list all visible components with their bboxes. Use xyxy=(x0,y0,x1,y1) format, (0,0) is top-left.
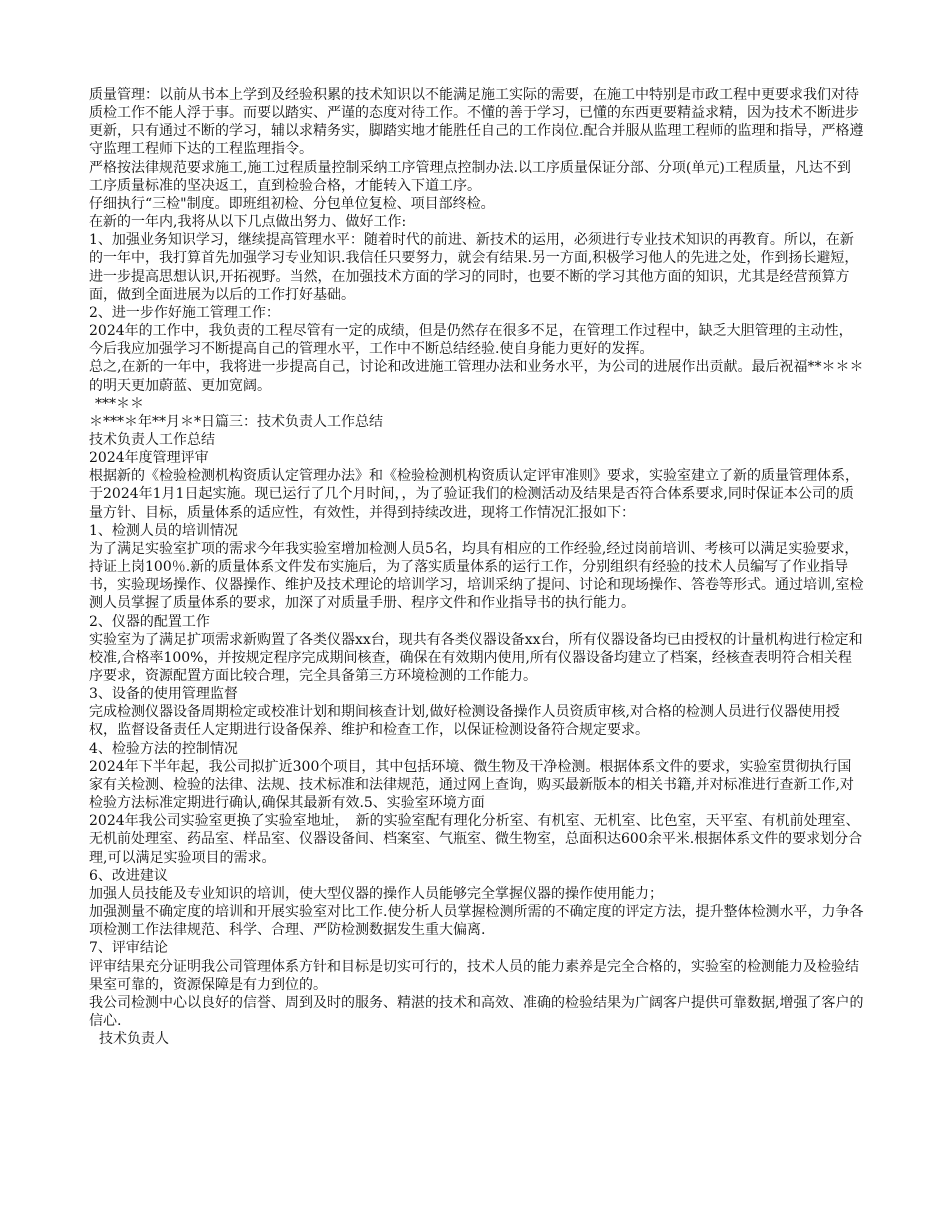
paragraph-reputation: 我公司检测中心以良好的信誉、周到及时的服务、精湛的技术和高效、准确的检验结果为广阔客户提供可靠数据,增强了客户的信心. xyxy=(89,994,864,1029)
paragraph-improvement-2: 加强测量不确定度的培训和开展实验室对比工作.使分析人员掌握检测所需的不确定度的评定方法，提升整体检测水平，力争各项检测工作法律规范、科学、合理、严防检测数据发生重大偏离. xyxy=(89,904,864,939)
paragraph-review-conclusion: 评审结果充分证明我公司管理体系方针和目标是切实可行的，技术人员的能力素养是完全合格的，实验室的检测能力及检验结果室可靠的，资源保障是有力到位的。 xyxy=(89,958,859,993)
paragraph-training: 为了满足实验室扩项的需求今年我实验室增加检测人员5名，均具有相应的工作经验,经过岗前培训、考核可以满足实验要求，持证上岗100％.新的质量体系文件发布实施后，为了落实质量体系的运行工作，分别组织有经验的技术人员编写了作业指导书，实验现场操作、仪器操作、维护及技术理论的培训学习，培训采纳了提问、讨论和现场操作、答卷等形式。通过培训,室检测人员掌握了质量体系的要求，加深了对质量手册、程序文件和作业指导书的执行能力。 xyxy=(89,540,864,612)
signature-placeholder: ***＊＊ xyxy=(95,395,144,412)
paragraph-conclusion: 总之,在新的一年中，我将进一步提高自己，讨论和改进施工管理办法和业务水平，为公司的进展作出贡献。最后祝福**＊＊＊的明天更加蔚蓝、更加宽阔。 xyxy=(89,359,864,394)
paragraph-improvement-1: 加强人员技能及专业知识的培训，使大型仪器的操作人员能够完全掌握仪器的操作使用能力； xyxy=(89,885,663,902)
paragraph-review-intro: 根据新的《检验检测机构资质认定管理办法》和《检验检测机构资质认定评审准则》要求，实验室建立了新的质量管理体系，于2024年1月1日起实施。现已运行了几个月时间，，为了验证我们的检测活动及结果是否符合体系要求,同时保证本公司的质量方针、目标，质量体系的适应性，有效性，并得到持续改进，现将工作情况汇报如下： xyxy=(89,468,859,521)
heading-review-conclusion: 7、评审结论 xyxy=(89,940,168,957)
heading-equipment-supervision: 3、设备的使用管理监督 xyxy=(89,686,238,703)
paragraph-three-checks: 仔细执行“三检"制度。即班组初检、分包单位复检、项目部终检。 xyxy=(89,195,495,212)
heading-instruments: 2、仪器的配置工作 xyxy=(89,613,210,630)
paragraph-new-year-intro: 在新的一年内,我将从以下几点做出努力、做好工作: xyxy=(89,214,407,231)
heading-improvements: 6、改进建议 xyxy=(89,867,168,884)
document-page xyxy=(89,86,864,1048)
paragraph-method-control: 2024年下半年起，我公司拟扩近300个项目，其中包括环境、微生物及干净检测。根据体系文件的要求，实验室贯彻执行国家有关检测、检验的法律、法规、技术标准和法律规范，通过网上查询，购买最新版本的相关书籍,并对标准进行查新工作,对检验方法标准定期进行确认,确保其最新有效.5、实验室环境方面 xyxy=(89,758,854,812)
section-title: 技术负责人工作总结 xyxy=(89,431,215,448)
paragraph-construction-law: 严格按法律规范要求施工,施工过程质量控制采纳工序管理点控制办法.以工序质量保证分部、分项(单元)工程质量，凡达不到工序质量标准的坚决返工，直到检验合格，才能转入下道工序。 xyxy=(89,159,851,194)
heading-method-control: 4、检验方法的控制情况 xyxy=(89,740,238,757)
heading-item-2: 2、进一步作好施工管理工作： xyxy=(89,304,280,321)
paragraph-2024-work: 2024年的工作中，我负责的工程尽管有一定的成绩，但是仍然存在很多不足，在管理工作过程中，缺乏大胆管理的主动性，今后我应加强学习不断提高自己的管理水平，工作中不断总结经验.使自身能力更好的发挥。 xyxy=(89,323,853,358)
paragraph-item-1-study: 1、加强业务知识学习，继续提高管理水平：随着时代的前进、新技术的运用，必须进行专业技术知识的再教育。所以，在新的一年中，我打算首先加强学习专业知识.我信任只要努力，就会有结果.另一方面,积极学习他人的先进之处，作到扬长避短，进一步提高思想认识,开拓视野。当然，在加强技术方面的学习的同时，也要不断的学习其他方面的知识，尤其是经营预算方面，做到全面进展为以后的工作打好基础。 xyxy=(89,232,859,303)
heading-training: 1、检测人员的培训情况 xyxy=(89,522,238,539)
paragraph-quality-management: 质量管理：以前从书本上学到及经验积累的技术知识以不能满足施工实际的需要，在施工中特别是市政工程中更要求我们对待质检工作不能人浮于事。而要以踏实、严谨的态度对待工作。不懂的善于学习，已懂的东西更要精益求精，因为技术不断进步更新，只有通过不断的学习，辅以求精务实，脚踏实地才能胜任自己的工作岗位.配合并服从监理工程师的监理和指导，严格遵守监理工程师下达的工程监理指令。 xyxy=(89,87,864,158)
paragraph-equipment-supervision: 完成检测仪器设备周期检定或校准计划和期间核查计划,做好检测设备操作人员资质审核,对合格的检测人员进行仪器使用授权，监督设备责任人定期进行设备保养、维护和检查工作，以保证检测设备符合规定要求。 xyxy=(89,704,840,739)
section-subtitle: 2024年度管理评审 xyxy=(89,450,209,467)
date-line-chapter-three: ＊***＊年**月＊*日篇三：技术负责人工作总结 xyxy=(89,413,383,430)
paragraph-lab-environment: 2024年我公司实验室更换了实验室地址， 新的实验室配有理化分析室、有机室、无机室、比色室，天平室、有机前处理室、无机前处理室、药品室、样品室、仪器设备间、档案室、气瓶室、微生物室，总面积达600余平米.根据体系文件的要求划分合理,可以满足实验项目的需求。 xyxy=(89,813,863,866)
signature-technical-lead: 技术负责人 xyxy=(99,1031,169,1048)
paragraph-instruments: 实验室为了满足扩项需求新购置了各类仪器xx台，现共有各类仪器设备xx台，所有仪器设备均已由授权的计量机构进行检定和校准,合格率100%，并按规定程序完成期间核查，确保在有效期内使用,所有仪器设备均建立了档案，经核查表明符合相关程序要求，资源配置方面比较合理，完全具备第三方环境检测的工作能力。 xyxy=(89,631,863,684)
